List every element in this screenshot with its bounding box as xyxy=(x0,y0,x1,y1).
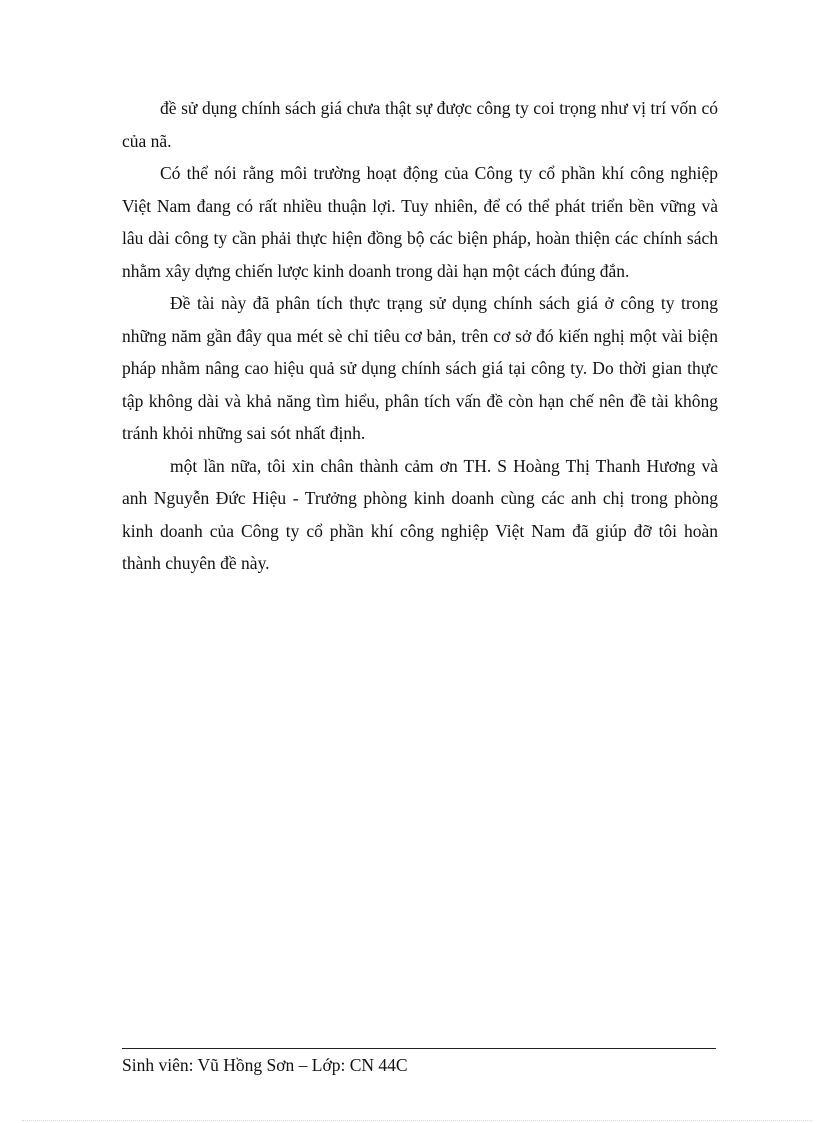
page-bottom-border xyxy=(22,1120,812,1121)
footer-student-info: Sinh viên: Vũ Hồng Sơn – Lớp: CN 44C xyxy=(122,1055,408,1075)
footer-divider xyxy=(122,1048,716,1049)
paragraph-acknowledgement: một lần nữa, tôi xin chân thành cảm ơn TH. S Hoàng Thị Thanh Hương và anh Nguyễn Đức Hiệu - Trưởng phòng kinh doanh cùng các anh chị trong phòng kinh doanh của Công ty cổ phần khí công nghiệp Việt Nam đã giúp đỡ tôi hoàn thành chuyên đề này. xyxy=(122,455,718,573)
paragraph-analysis: Đề tài này đã phân tích thực trạng sử dụng chính sách giá ở công ty trong những năm gần đây qua mét sè chỉ tiêu cơ bản, trên cơ sở đó kiến nghị một vài biện pháp nhằm nâng cao hiệu quả sử dụng chính sách giá tại công ty. Do thời gian thực tập không dài và khả năng tìm hiểu, phân tích vấn đề còn hạn chế nên đề tài không tránh khỏi những sai sót nhất định. xyxy=(122,293,718,443)
paragraph-continuation: đề sử dụng chính sách giá chưa thật sự được công ty coi trọng như vị trí vốn có của nã. xyxy=(122,98,718,151)
paragraph-environment: Có thể nói rằng môi trường hoạt động của Công ty cổ phần khí công nghiệp Việt Nam đang có rất nhiều thuận lợi. Tuy nhiên, để có thể phát triển bền vững và lâu dài công ty cần phải thực hiện đồng bộ các biện pháp, hoàn thiện các chính sách nhằm xây dựng chiến lược kinh doanh trong dài hạn một cách đúng đắn. xyxy=(122,163,718,281)
document-body xyxy=(122,92,718,580)
